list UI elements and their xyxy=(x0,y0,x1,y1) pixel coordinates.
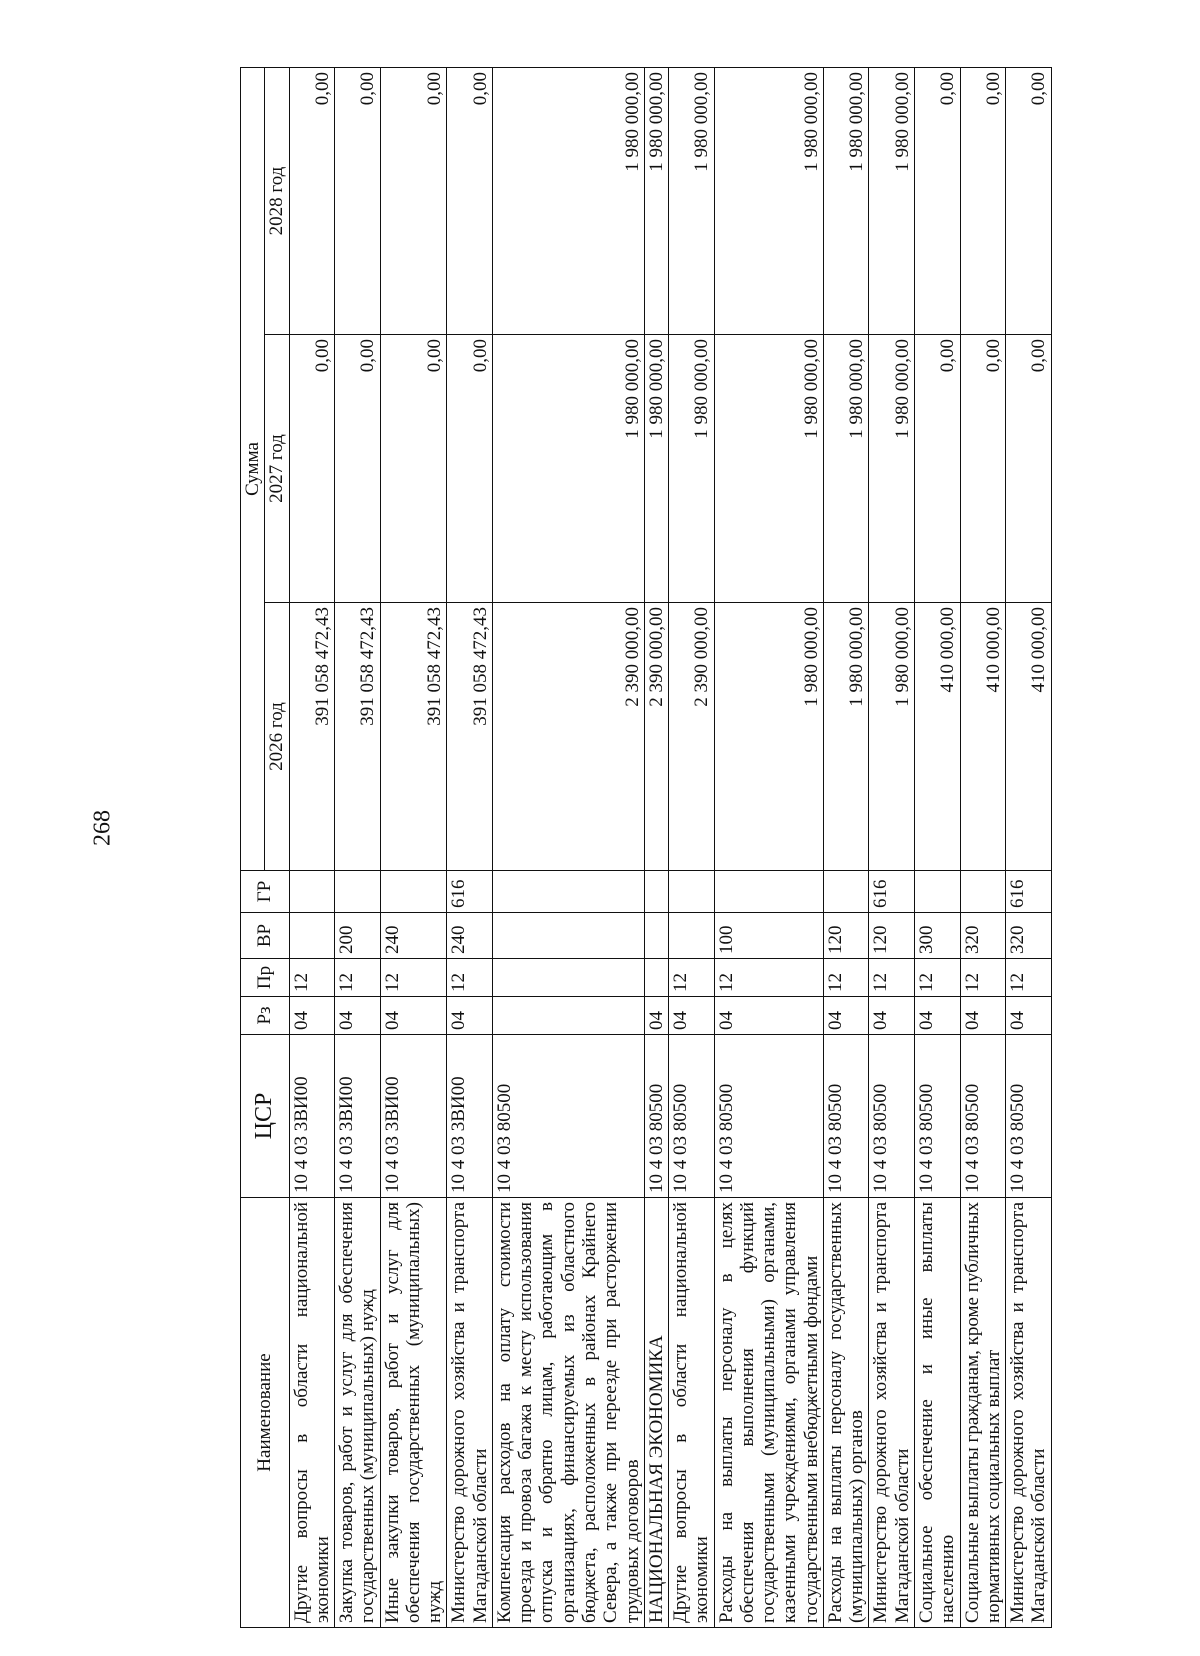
table-cell-csr: 10 4 03 80500 xyxy=(914,1035,960,1198)
table-cell-name: НАЦИОНАЛЬНАЯ ЭКОНОМИКА xyxy=(644,1198,668,1628)
table-cell-rz: 04 xyxy=(447,997,493,1035)
header-row-1 xyxy=(241,68,265,1628)
table-row xyxy=(669,68,715,1628)
table-cell-csr: 10 4 03 80500 xyxy=(644,1035,668,1198)
table-cell-2028: 1 980 000,00 xyxy=(492,68,644,335)
table-cell-csr: 10 4 03 3ВИ00 xyxy=(289,1035,335,1198)
table-cell-gr xyxy=(714,871,823,913)
table-row xyxy=(823,68,869,1628)
table-cell-2026: 391 058 472,43 xyxy=(447,603,493,871)
table-row xyxy=(644,68,668,1628)
header-vr: ВР xyxy=(241,913,290,959)
table-cell-2028: 1 980 000,00 xyxy=(669,68,715,335)
table-row xyxy=(914,68,960,1628)
header-pr: Пр xyxy=(241,959,290,997)
table-cell-name: Другие вопросы в области национальной экономики xyxy=(289,1198,335,1628)
table-cell-vr: 240 xyxy=(447,913,493,959)
table-cell-vr: 120 xyxy=(869,913,915,959)
page-number: 268 xyxy=(89,810,116,846)
header-2026: 2026 год xyxy=(265,603,289,871)
table-cell-name: Социальное обеспечение и иные выплаты населению xyxy=(914,1198,960,1628)
table-cell-vr: 320 xyxy=(1006,913,1052,959)
table-cell-2027: 0,00 xyxy=(335,335,381,603)
table-row xyxy=(447,68,493,1628)
table-cell-csr: 10 4 03 80500 xyxy=(714,1035,823,1198)
table-cell-rz: 04 xyxy=(823,997,869,1035)
table-cell-gr xyxy=(380,871,447,913)
table-cell-rz: 04 xyxy=(1006,997,1052,1035)
table-cell-csr: 10 4 03 80500 xyxy=(669,1035,715,1198)
table-cell-name: Закупка товаров, работ и услуг для обеспечения государственных (муниципальных) нужд xyxy=(335,1198,381,1628)
table-cell-2026: 2 390 000,00 xyxy=(492,603,644,871)
table-cell-vr: 320 xyxy=(960,913,1006,959)
table-cell-rz: 04 xyxy=(380,997,447,1035)
table-cell-2026: 391 058 472,43 xyxy=(335,603,381,871)
table-cell-rz: 04 xyxy=(335,997,381,1035)
table-cell-csr: 10 4 03 80500 xyxy=(823,1035,869,1198)
table-cell-name: Иные закупки товаров, работ и услуг для обеспечения государственных (муниципальных) нужд xyxy=(380,1198,447,1628)
table-cell-name: Министерство дорожного хозяйства и транспорта Магаданской области xyxy=(447,1198,493,1628)
table-cell-2027: 1 980 000,00 xyxy=(644,335,668,603)
table-cell-gr xyxy=(823,871,869,913)
table-cell-pr: 12 xyxy=(714,959,823,997)
table-cell-pr xyxy=(644,959,668,997)
table-cell-name: Министерство дорожного хозяйства и транспорта Магаданской области xyxy=(869,1198,915,1628)
table-cell-pr: 12 xyxy=(669,959,715,997)
table-cell-gr xyxy=(644,871,668,913)
table-row xyxy=(492,68,644,1628)
table-cell-vr: 120 xyxy=(823,913,869,959)
table-cell-2027: 1 980 000,00 xyxy=(669,335,715,603)
table-row xyxy=(380,68,447,1628)
table-cell-2028: 1 980 000,00 xyxy=(644,68,668,335)
header-csr: ЦСР xyxy=(241,1035,290,1198)
table-row xyxy=(869,68,915,1628)
table-cell-pr: 12 xyxy=(380,959,447,997)
table-cell-vr: 240 xyxy=(380,913,447,959)
table-cell-2027: 0,00 xyxy=(914,335,960,603)
table-cell-gr xyxy=(669,871,715,913)
table-cell-name: Министерство дорожного хозяйства и транспорта Магаданской области xyxy=(1006,1198,1052,1628)
table-cell-vr xyxy=(492,913,644,959)
table-cell-2027: 0,00 xyxy=(289,335,335,603)
table-cell-gr: 616 xyxy=(1006,871,1052,913)
table-cell-rz: 04 xyxy=(960,997,1006,1035)
table-cell-vr xyxy=(289,913,335,959)
table-cell-2027: 0,00 xyxy=(447,335,493,603)
table-cell-rz xyxy=(492,997,644,1035)
table-cell-2028: 0,00 xyxy=(1006,68,1052,335)
table-cell-2026: 410 000,00 xyxy=(914,603,960,871)
table-cell-2027: 1 980 000,00 xyxy=(869,335,915,603)
table-cell-2027: 1 980 000,00 xyxy=(714,335,823,603)
table-cell-2026: 2 390 000,00 xyxy=(669,603,715,871)
table-cell-gr xyxy=(492,871,644,913)
table-row xyxy=(960,68,1006,1628)
table-cell-vr: 100 xyxy=(714,913,823,959)
table-cell-pr: 12 xyxy=(823,959,869,997)
table-cell-gr: 616 xyxy=(869,871,915,913)
table-cell-2028: 0,00 xyxy=(335,68,381,335)
table-cell-2026: 1 980 000,00 xyxy=(869,603,915,871)
header-2027: 2027 год xyxy=(265,335,289,603)
table-cell-csr: 10 4 03 3ВИ00 xyxy=(447,1035,493,1198)
table-cell-2026: 410 000,00 xyxy=(1006,603,1052,871)
table-cell-name: Расходы на выплаты персоналу государственных (муниципальных) органов xyxy=(823,1198,869,1628)
table-cell-csr: 10 4 03 80500 xyxy=(960,1035,1006,1198)
table-cell-2027: 1 980 000,00 xyxy=(492,335,644,603)
table-cell-vr xyxy=(669,913,715,959)
table-row xyxy=(1006,68,1052,1628)
table-cell-2027: 1 980 000,00 xyxy=(823,335,869,603)
table-cell-2028: 1 980 000,00 xyxy=(714,68,823,335)
table-cell-csr: 10 4 03 80500 xyxy=(1006,1035,1052,1198)
table-cell-rz: 04 xyxy=(289,997,335,1035)
table-cell-csr: 10 4 03 80500 xyxy=(492,1035,644,1198)
table-cell-2026: 2 390 000,00 xyxy=(644,603,668,871)
table-cell-2028: 0,00 xyxy=(914,68,960,335)
table-row xyxy=(714,68,823,1628)
budget-table xyxy=(240,67,1052,1628)
header-name: Наименование xyxy=(241,1198,290,1628)
rotated-table-container xyxy=(240,68,1140,1628)
table-cell-2026: 1 980 000,00 xyxy=(823,603,869,871)
table-cell-pr: 12 xyxy=(960,959,1006,997)
table-cell-gr: 616 xyxy=(447,871,493,913)
table-cell-csr: 10 4 03 80500 xyxy=(869,1035,915,1198)
header-sum: Сумма xyxy=(241,68,265,871)
header-gr: ГР xyxy=(241,871,290,913)
table-cell-vr xyxy=(644,913,668,959)
table-row xyxy=(289,68,335,1628)
table-cell-pr: 12 xyxy=(335,959,381,997)
table-cell-rz: 04 xyxy=(714,997,823,1035)
table-cell-name: Компенсация расходов на оплату стоимости проезда и провоза багажа к месту использования отпуска и обратно лицам, работающим в организациях, финансируемых из областного бюджета, расположенных в районах Крайнего Севера, а также при переезде при расторжении трудовых договоров xyxy=(492,1198,644,1628)
table-cell-2026: 391 058 472,43 xyxy=(289,603,335,871)
table-cell-2028: 0,00 xyxy=(289,68,335,335)
table-cell-pr: 12 xyxy=(289,959,335,997)
table-row xyxy=(335,68,381,1628)
table-cell-pr: 12 xyxy=(869,959,915,997)
table-cell-2028: 1 980 000,00 xyxy=(823,68,869,335)
table-cell-name: Другие вопросы в области национальной экономики xyxy=(669,1198,715,1628)
table-cell-2028: 0,00 xyxy=(447,68,493,335)
table-cell-2026: 410 000,00 xyxy=(960,603,1006,871)
table-cell-csr: 10 4 03 3ВИ00 xyxy=(380,1035,447,1198)
table-cell-gr xyxy=(960,871,1006,913)
table-cell-pr: 12 xyxy=(1006,959,1052,997)
table-cell-gr xyxy=(289,871,335,913)
table-cell-rz: 04 xyxy=(869,997,915,1035)
table-cell-pr: 12 xyxy=(447,959,493,997)
table-cell-csr: 10 4 03 3ВИ00 xyxy=(335,1035,381,1198)
table-cell-2028: 1 980 000,00 xyxy=(869,68,915,335)
table-cell-vr: 200 xyxy=(335,913,381,959)
table-cell-gr xyxy=(335,871,381,913)
table-cell-gr xyxy=(914,871,960,913)
table-cell-2026: 1 980 000,00 xyxy=(714,603,823,871)
header-rz: Рз xyxy=(241,997,290,1035)
table-cell-rz: 04 xyxy=(669,997,715,1035)
table-cell-2026: 391 058 472,43 xyxy=(380,603,447,871)
table-cell-vr: 300 xyxy=(914,913,960,959)
table-cell-rz: 04 xyxy=(644,997,668,1035)
table-cell-name: Социальные выплаты гражданам, кроме публичных нормативных социальных выплат xyxy=(960,1198,1006,1628)
table-cell-name: Расходы на выплаты персоналу в целях обеспечения выполнения функций государственными (муниципальными) органами, казенными учреждениями, органами управления государственными внебюджетными фондами xyxy=(714,1198,823,1628)
table-cell-pr: 12 xyxy=(914,959,960,997)
table-cell-2027: 0,00 xyxy=(1006,335,1052,603)
header-2028: 2028 год xyxy=(265,68,289,335)
table-cell-pr xyxy=(492,959,644,997)
table-cell-2028: 0,00 xyxy=(960,68,1006,335)
table-cell-2027: 0,00 xyxy=(960,335,1006,603)
table-cell-2027: 0,00 xyxy=(380,335,447,603)
table-cell-rz: 04 xyxy=(914,997,960,1035)
table-cell-2028: 0,00 xyxy=(380,68,447,335)
